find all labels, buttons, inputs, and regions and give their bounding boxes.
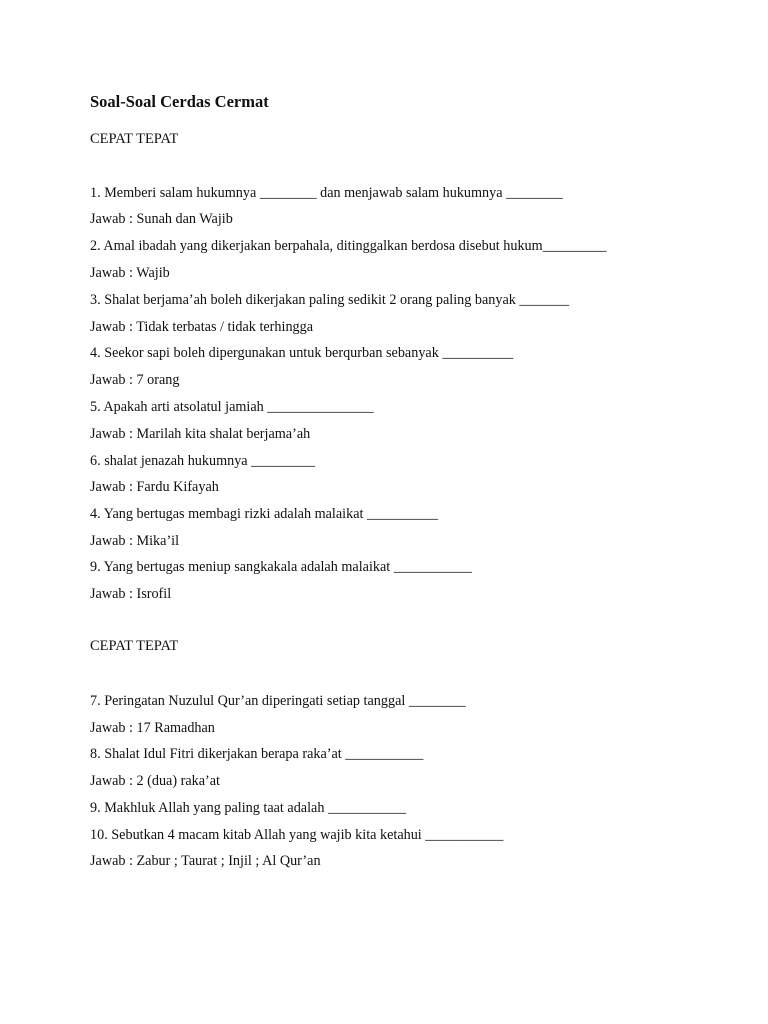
answer-2: Jawab : Wajib bbox=[90, 265, 170, 281]
answer-10: Jawab : 2 (dua) raka’at bbox=[90, 773, 220, 789]
question-11: 9. Makhluk Allah yang paling taat adalah ___________ bbox=[90, 800, 407, 816]
question-7: 4. Yang bertugas membagi rizki adalah malaikat __________ bbox=[90, 506, 438, 522]
answer-5: Jawab : Marilah kita shalat berjama’ah bbox=[90, 426, 311, 442]
question-3: 3. Shalat berjama’ah boleh dikerjakan paling sedikit 2 orang paling banyak _______ bbox=[90, 292, 570, 308]
answer-7: Jawab : Mika’il bbox=[90, 533, 180, 549]
question-8: 9. Yang bertugas meniup sangkakala adalah malaikat ___________ bbox=[90, 559, 472, 575]
answer-6: Jawab : Fardu Kifayah bbox=[90, 479, 219, 495]
section-heading-1: CEPAT TEPAT bbox=[90, 131, 179, 147]
question-12: 10. Sebutkan 4 macam kitab Allah yang wajib kita ketahui ___________ bbox=[90, 827, 504, 843]
answer-1: Jawab : Sunah dan Wajib bbox=[90, 211, 233, 227]
answer-3: Jawab : Tidak terbatas / tidak terhingga bbox=[90, 319, 314, 335]
document-title: Soal-Soal Cerdas Cermat bbox=[90, 92, 269, 111]
answer-12: Jawab : Zabur ; Taurat ; Injil ; Al Qur’an bbox=[90, 853, 321, 869]
question-2: 2. Amal ibadah yang dikerjakan berpahala, ditinggalkan berdosa disebut hukum_________ bbox=[90, 238, 607, 254]
answer-9: Jawab : 17 Ramadhan bbox=[90, 720, 215, 736]
section-heading-2: CEPAT TEPAT bbox=[90, 638, 179, 654]
question-1: 1. Memberi salam hukumnya ________ dan menjawab salam hukumnya ________ bbox=[90, 185, 563, 201]
question-4: 4. Seekor sapi boleh dipergunakan untuk berqurban sebanyak __________ bbox=[90, 345, 514, 361]
question-5: 5. Apakah arti atsolatul jamiah _______________ bbox=[90, 399, 374, 415]
question-9: 7. Peringatan Nuzulul Qur’an diperingati setiap tanggal ________ bbox=[90, 693, 466, 709]
answer-4: Jawab : 7 orang bbox=[90, 372, 180, 388]
question-10: 8. Shalat Idul Fitri dikerjakan berapa raka’at ___________ bbox=[90, 746, 424, 762]
question-6: 6. shalat jenazah hukumnya _________ bbox=[90, 453, 315, 469]
answer-8: Jawab : Isrofil bbox=[90, 586, 172, 602]
